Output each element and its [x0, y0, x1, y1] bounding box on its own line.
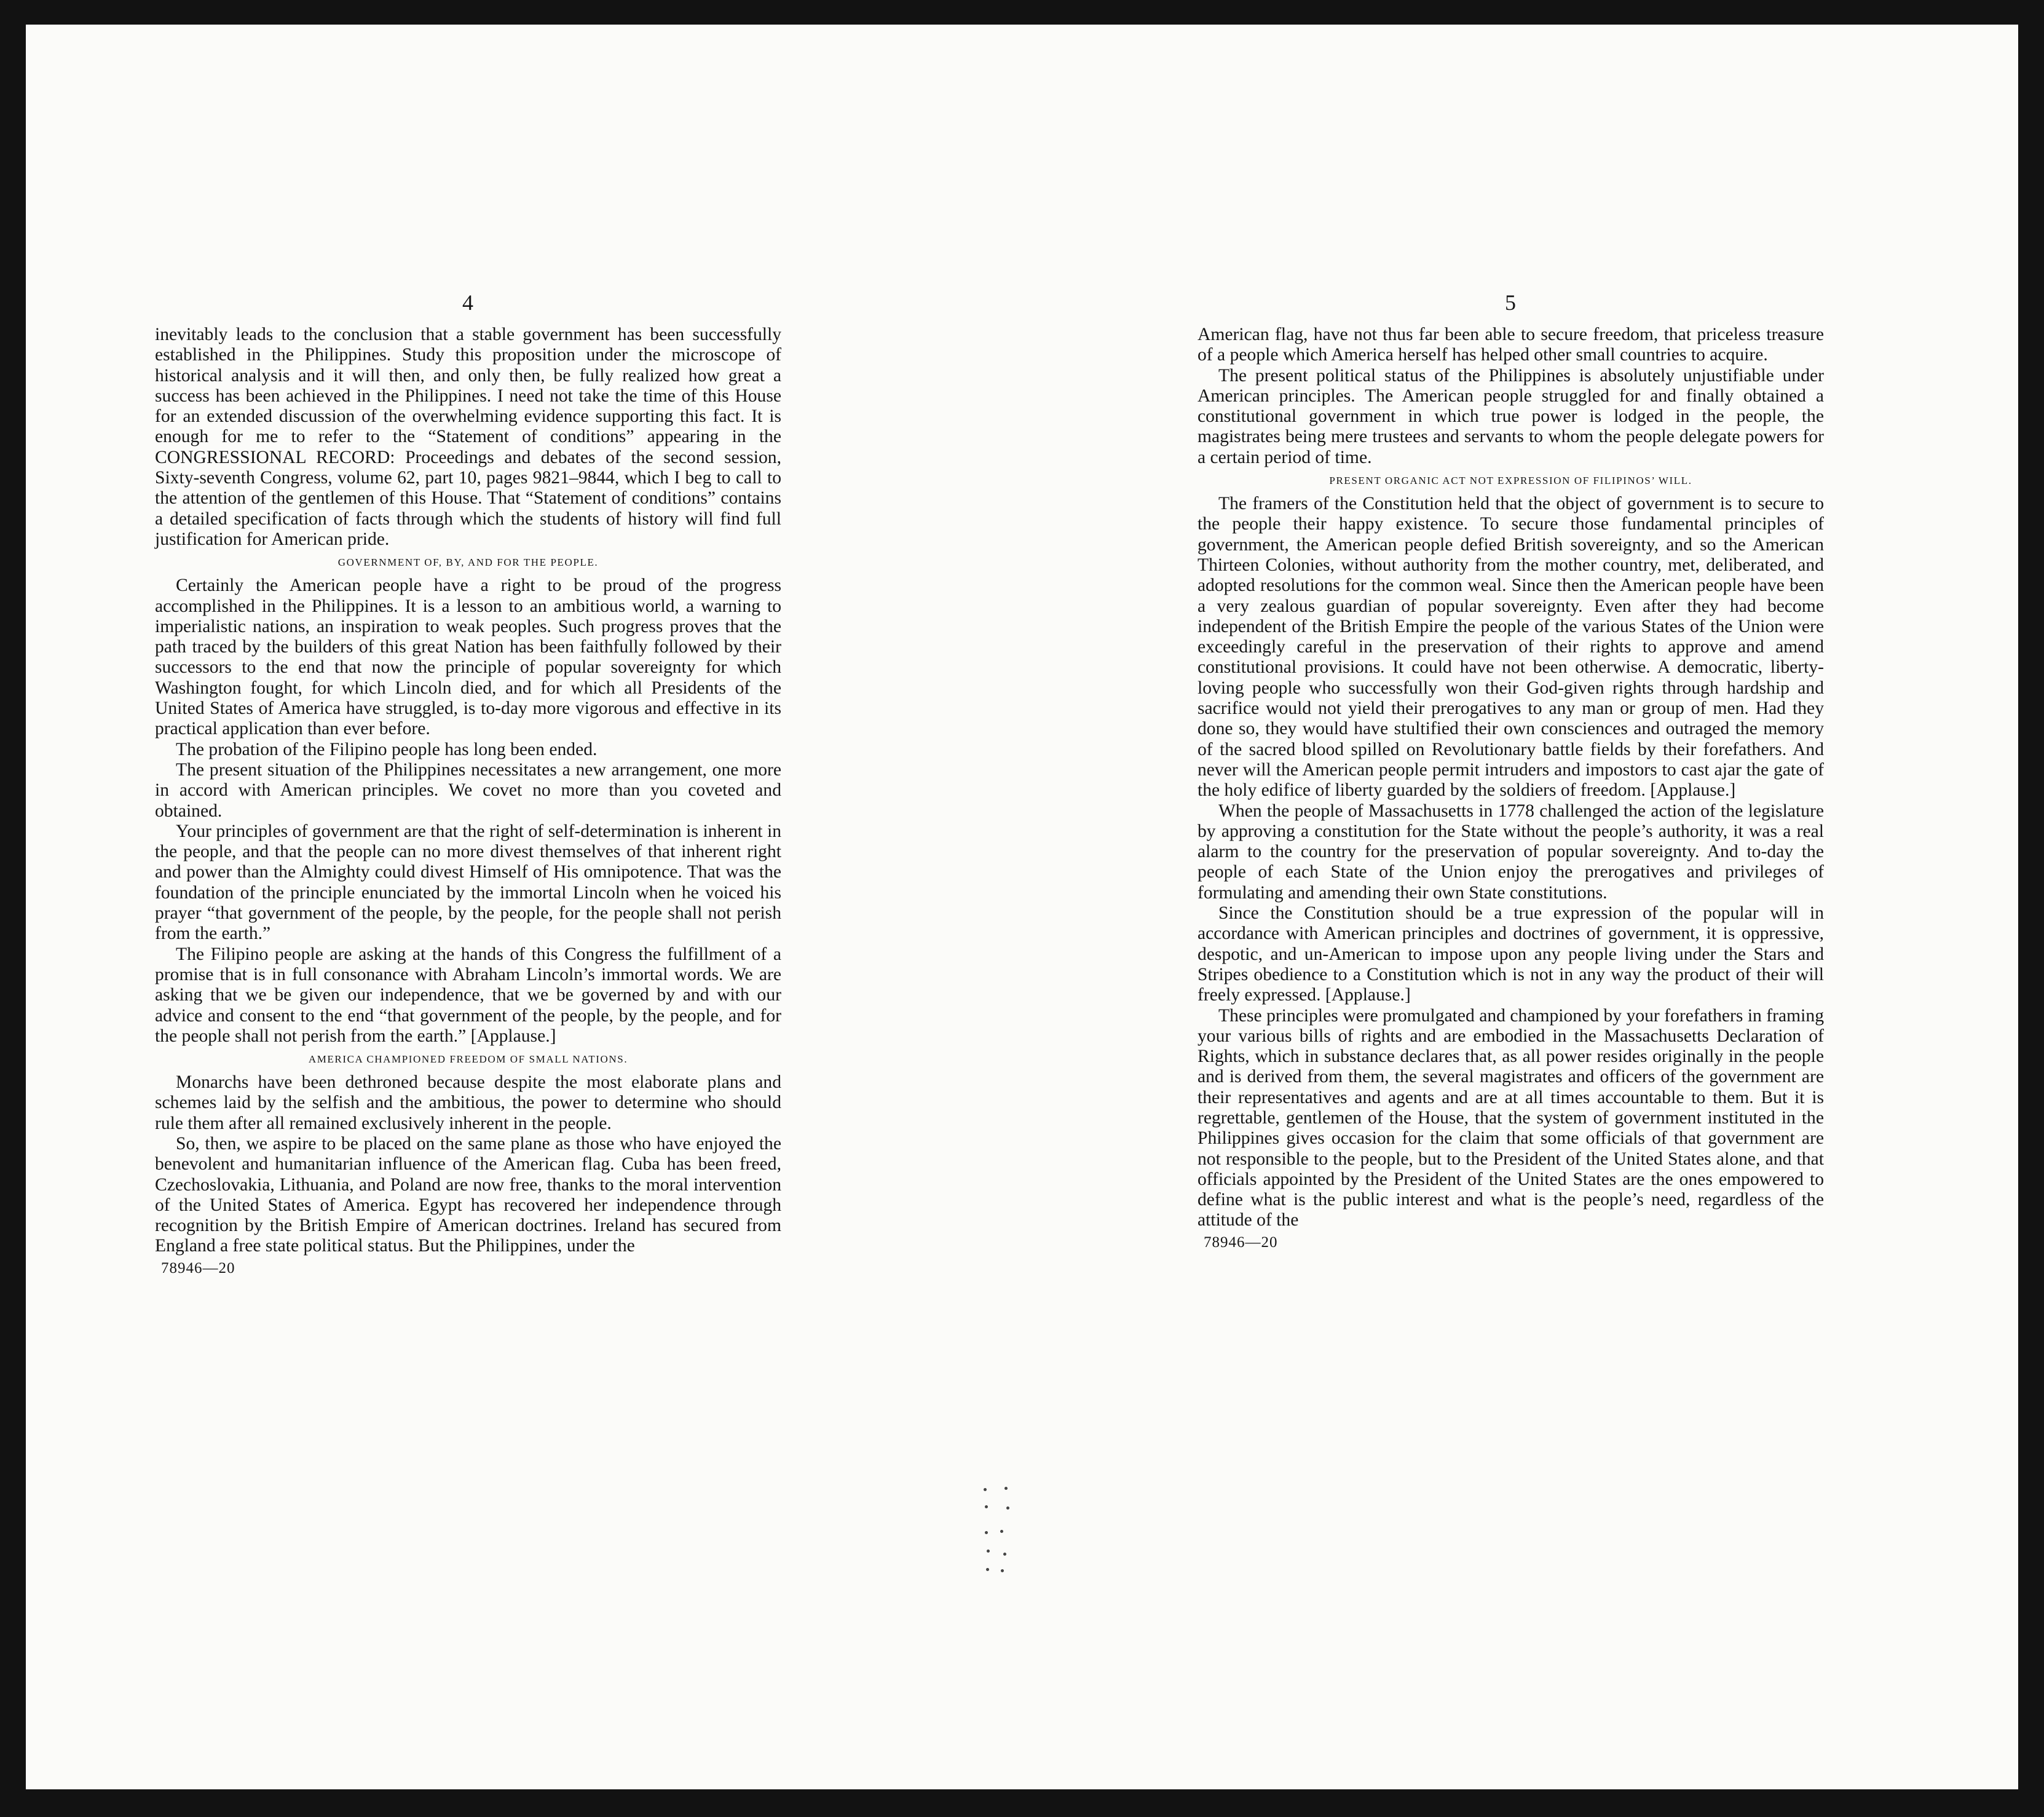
section-heading: GOVERNMENT OF, BY, AND FOR THE PEOPLE.	[337, 556, 599, 569]
paragraph: American flag, have not thus far been able to secure freedom, that priceless treasure of a people which America herself has helped other small countries to acquire.	[1198, 325, 1824, 365]
section-heading: AMERICA CHAMPIONED FREEDOM OF SMALL NATIONS.	[308, 1053, 628, 1066]
paragraph: Since the Constitution should be a true expression of the popular will in accordance with American principles and doctrines of government, it is oppressive, despotic, and un-American to impose upon any people living under the Stars and Stripes obedience to a Constitution which is not in any way the product of their will freely expressed. [Applause.]	[1198, 903, 1824, 1005]
paragraph: The probation of the Filipino people has long been ended.	[176, 739, 598, 759]
left-page	[155, 289, 781, 1278]
page-number: 4	[462, 290, 474, 315]
paragraph: The framers of the Constitution held that the object of government is to secure to the people their happy existence. To secure those fundamental principles of government, the American people defied British sovereignty, and so the American Thirteen Colonies, without authority from the mother country, met, deliberated, and adopted resolutions for the common weal. Since then the American people have been a very zealous guardian of popular sovereignty. Even after they had become independent of the British Empire the people of the various States of the Union were exceedingly careful in the preservation of their rights to approve and amend constitutional provisions. It could have not been otherwise. A democratic, liberty-loving people who successfully won their God-given rights through hardship and sacrifice would not yield their prerogatives to any man or group of men. Had they done so, they would have stultified their own consciences and outraged the memory of the sacred blood spilled on Revolutionary battle fields by their forefathers. And never will the American people permit intruders and impostors to cast ajar the gate of the holy edifice of liberty guarded by the soldiers of freedom. [Applause.]	[1198, 494, 1824, 801]
paragraph: The present political status of the Philippines is absolutely unjustifiable under American principles. The American people struggled for and finally obtained a constitutional government in which true power is lodged in the people, the magistrates being mere trustees and servants to whom the people delegate powers for a certain period of time.	[1198, 365, 1824, 467]
right-page	[1198, 289, 1824, 1252]
paragraph: So, then, we aspire to be placed on the same plane as those who have enjoyed the benevolent and humanitarian influence of the American flag. Cuba has been freed, Czechoslovakia, Lithuania, and Poland are now free, thanks to the moral intervention of the United States of America. Egypt has recovered her independence through recognition by the British Empire of American doctrines. Ireland has secured from England a free state political status. But the Philippines, under the	[155, 1133, 781, 1256]
paragraph: Your principles of government are that the right of self-determination is inherent in the people, and that the people can no more divest themselves of that inherent right and power than the Almighty could divest Himself of His omnipotence. That was the foundation of the principle enunciated by the immortal Lincoln when he voiced his prayer “that government of the people, by the people, for the people shall not perish from the earth.”	[155, 821, 781, 944]
paragraph: The present situation of the Philippines necessitates a new arrangement, one more in accord with American principles. We covet no more than you coveted and obtained.	[155, 759, 781, 821]
paragraph: inevitably leads to the conclusion that a stable government has been successfully established in the Philippines. Study this proposition under the microscope of historical analysis and it will then, and only then, be fully realized how great a success has been achieved in the Philippines. I need not take the time of this House for an extended discussion of the overwhelming evidence supporting this fact. It is enough for me to refer to the “Statement of conditions” appearing in the CONGRESSIONAL RECORD: Proceedings and debates of the second session, Sixty-seventh Congress, volume 62, part 10, pages 9821–9844, which I beg to call to the attention of the gentlemen of this House. That “Statement of conditions” contains a detailed specification of facts through which the students of history will find full justification for American pride.	[155, 325, 781, 549]
document-sheet	[26, 25, 2018, 1789]
paragraph: These principles were promulgated and championed by your forefathers in framing your various bills of rights and are embodied in the Massachusetts Declaration of Rights, which in substance declares that, as all power resides originally in the people and is derived from them, the several magistrates and officers of the government are their representatives and agents and are at all times accountable to them. But it is regrettable, gentlemen of the House, that the system of government instituted in the Philippines gives occasion for the claim that some officials of that government are not responsible to the people, but to the President of the United States alone, and that officials appointed by the President of the United States are the ones empowered to define what is the public interest and what is the people’s need, regardless of the attitude of the	[1198, 1005, 1824, 1230]
page-footer-code: 78946—20	[1204, 1233, 1278, 1251]
section-heading: PRESENT ORGANIC ACT NOT EXPRESSION OF FILIPINOS’ WILL.	[1329, 475, 1692, 487]
page-footer-code: 78946—20	[161, 1259, 235, 1277]
paragraph: The Filipino people are asking at the hands of this Congress the fulfillment of a promise that is in full consonance with Abraham Lincoln’s immortal words. We are asking that we be given our independence, that we be governed by and with our advice and consent to the end “that government of the people, by the people, and for the people shall not perish from the earth.” [Applause.]	[155, 944, 781, 1046]
paragraph: Certainly the American people have a right to be proud of the progress accomplished in the Philippines. It is a lesson to an ambitious world, a warning to imperialistic nations, an inspiration to weak peoples. Such progress proves that the path traced by the builders of this great Nation has been faithfully followed by their successors to the end that now the principle of popular sovereignty for which Washington fought, for which Lincoln died, and for which all Presidents of the United States of America have struggled, is to-day more vigorous and effective in its practical application than ever before.	[155, 576, 781, 739]
paragraph: Monarchs have been dethroned because despite the most elaborate plans and schemes laid by the selfish and the ambitious, the power to determine who should rule them after all remained exclusively inherent in the people.	[155, 1072, 781, 1133]
paragraph: When the people of Massachusetts in 1778 challenged the action of the legislature by approving a constitution for the State without the people’s authority, it was a real alarm to the country for the preservation of popular sovereignty. And to-day the people of each State of the Union enjoy the prerogatives and privileges of formulating and amending their own State constitutions.	[1198, 801, 1824, 903]
page-number: 5	[1505, 290, 1517, 315]
